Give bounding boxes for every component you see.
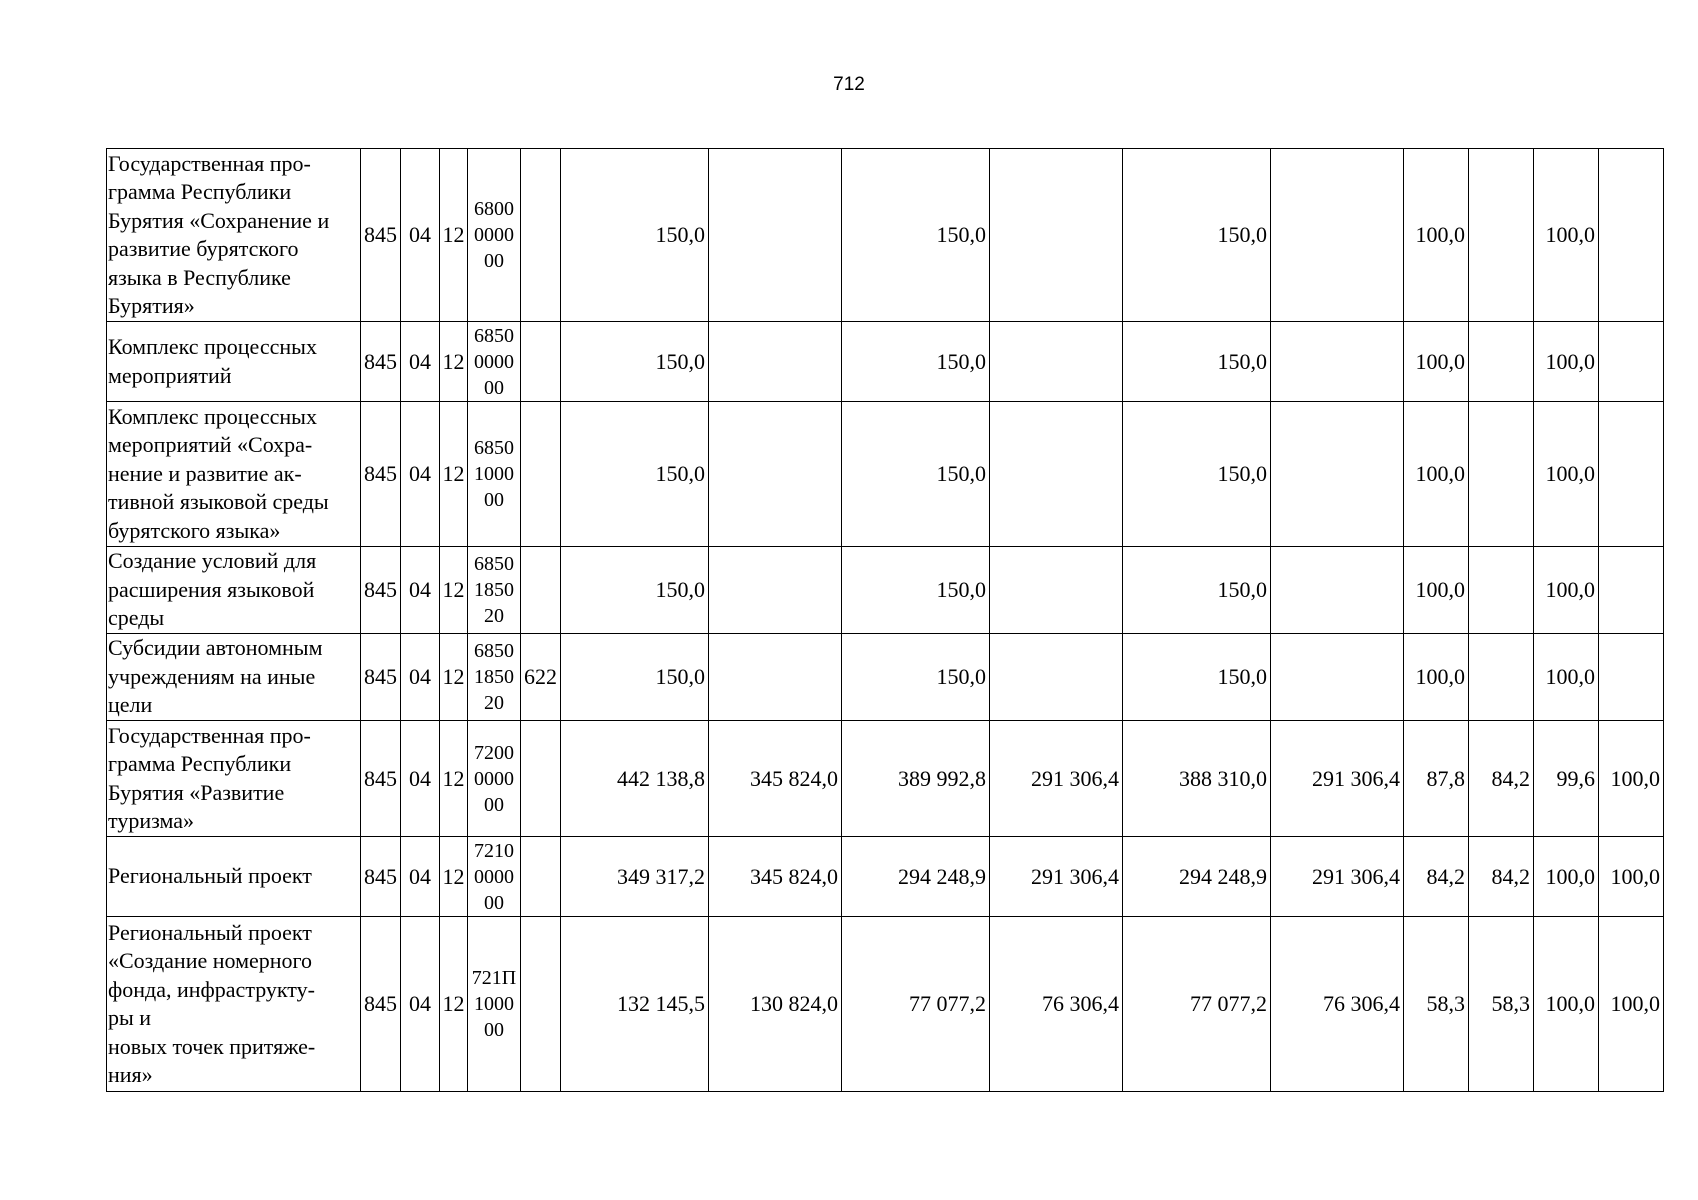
value-cell-5: 150,0 (1123, 634, 1271, 721)
expense-type-code-cell: 622 (521, 634, 561, 721)
expense-type-code-cell (521, 547, 561, 634)
gr-code-cell: 845 (361, 721, 401, 837)
percent-cell-4 (1599, 149, 1664, 322)
value-cell-2 (709, 402, 842, 547)
value-cell-1: 150,0 (561, 402, 709, 547)
table-row (107, 402, 1664, 547)
value-cell-5: 77 077,2 (1123, 917, 1271, 1092)
gr-code-cell: 845 (361, 149, 401, 322)
value-cell-3: 294 248,9 (842, 837, 990, 917)
percent-cell-2: 84,2 (1469, 721, 1534, 837)
percent-cell-3: 100,0 (1534, 634, 1599, 721)
row-name-cell: Региональный проект «Создание номерного фонда, инфраструкту- ры и новых точек притяже- ния» (107, 917, 361, 1092)
expense-type-code-cell (521, 721, 561, 837)
percent-cell-2 (1469, 634, 1534, 721)
value-cell-2 (709, 322, 842, 402)
gr-code-cell: 845 (361, 634, 401, 721)
value-cell-3: 389 992,8 (842, 721, 990, 837)
table-row (107, 547, 1664, 634)
percent-cell-4: 100,0 (1599, 917, 1664, 1092)
percent-cell-1: 87,8 (1404, 721, 1469, 837)
section-code-cell: 04 (401, 402, 440, 547)
value-cell-6 (1271, 402, 1404, 547)
target-article-code-cell: 6850 0000 00 (468, 322, 521, 402)
value-cell-2 (709, 149, 842, 322)
subsection-code-cell: 12 (440, 547, 468, 634)
table-row (107, 149, 1664, 322)
row-name-cell: Комплекс процессных мероприятий (107, 322, 361, 402)
value-cell-6 (1271, 634, 1404, 721)
percent-cell-3: 100,0 (1534, 547, 1599, 634)
section-code-cell: 04 (401, 547, 440, 634)
table-row (107, 837, 1664, 917)
value-cell-5: 388 310,0 (1123, 721, 1271, 837)
value-cell-1: 150,0 (561, 547, 709, 634)
subsection-code-cell: 12 (440, 917, 468, 1092)
percent-cell-4 (1599, 547, 1664, 634)
percent-cell-4: 100,0 (1599, 837, 1664, 917)
value-cell-1: 442 138,8 (561, 721, 709, 837)
row-name-cell: Государственная про- грамма Республики Бурятия «Сохранение и развитие бурятского языка в Республике Бурятия» (107, 149, 361, 322)
subsection-code-cell: 12 (440, 402, 468, 547)
value-cell-4 (990, 322, 1123, 402)
row-name-cell: Субсидии автономным учреждениям на иные цели (107, 634, 361, 721)
value-cell-1: 150,0 (561, 322, 709, 402)
gr-code-cell: 845 (361, 917, 401, 1092)
value-cell-6 (1271, 547, 1404, 634)
percent-cell-2 (1469, 149, 1534, 322)
table-row (107, 322, 1664, 402)
percent-cell-2: 58,3 (1469, 917, 1534, 1092)
value-cell-2 (709, 547, 842, 634)
table-body (107, 149, 1664, 1092)
value-cell-3: 150,0 (842, 634, 990, 721)
target-article-code-cell: 6800 0000 00 (468, 149, 521, 322)
value-cell-2 (709, 634, 842, 721)
value-cell-3: 150,0 (842, 547, 990, 634)
value-cell-5: 150,0 (1123, 402, 1271, 547)
percent-cell-3: 100,0 (1534, 149, 1599, 322)
target-article-code-cell: 6850 1850 20 (468, 547, 521, 634)
expense-type-code-cell (521, 322, 561, 402)
section-code-cell: 04 (401, 837, 440, 917)
target-article-code-cell: 6850 1000 00 (468, 402, 521, 547)
gr-code-cell: 845 (361, 547, 401, 634)
value-cell-6: 291 306,4 (1271, 837, 1404, 917)
table-row (107, 917, 1664, 1092)
value-cell-4 (990, 634, 1123, 721)
gr-code-cell: 845 (361, 837, 401, 917)
gr-code-cell: 845 (361, 402, 401, 547)
target-article-code-cell: 7200 0000 00 (468, 721, 521, 837)
percent-cell-3: 100,0 (1534, 837, 1599, 917)
value-cell-4: 291 306,4 (990, 837, 1123, 917)
percent-cell-2 (1469, 547, 1534, 634)
value-cell-1: 150,0 (561, 634, 709, 721)
row-name-cell: Региональный проект (107, 837, 361, 917)
budget-table (106, 148, 1664, 1092)
value-cell-1: 150,0 (561, 149, 709, 322)
percent-cell-2 (1469, 322, 1534, 402)
percent-cell-4 (1599, 402, 1664, 547)
section-code-cell: 04 (401, 322, 440, 402)
value-cell-3: 77 077,2 (842, 917, 990, 1092)
section-code-cell: 04 (401, 149, 440, 322)
table-row (107, 634, 1664, 721)
percent-cell-1: 100,0 (1404, 322, 1469, 402)
value-cell-5: 150,0 (1123, 547, 1271, 634)
percent-cell-2: 84,2 (1469, 837, 1534, 917)
gr-code-cell: 845 (361, 322, 401, 402)
expense-type-code-cell (521, 917, 561, 1092)
percent-cell-1: 100,0 (1404, 634, 1469, 721)
value-cell-5: 150,0 (1123, 149, 1271, 322)
percent-cell-4 (1599, 634, 1664, 721)
table-row (107, 721, 1664, 837)
target-article-code-cell: 7210 0000 00 (468, 837, 521, 917)
percent-cell-3: 100,0 (1534, 917, 1599, 1092)
section-code-cell: 04 (401, 634, 440, 721)
percent-cell-3: 100,0 (1534, 402, 1599, 547)
percent-cell-3: 99,6 (1534, 721, 1599, 837)
row-name-cell: Комплекс процессных мероприятий «Сохра- нение и развитие ак- тивной языковой среды бурятского языка» (107, 402, 361, 547)
section-code-cell: 04 (401, 721, 440, 837)
percent-cell-4 (1599, 322, 1664, 402)
percent-cell-4: 100,0 (1599, 721, 1664, 837)
subsection-code-cell: 12 (440, 322, 468, 402)
value-cell-4 (990, 149, 1123, 322)
value-cell-4: 76 306,4 (990, 917, 1123, 1092)
subsection-code-cell: 12 (440, 149, 468, 322)
value-cell-6 (1271, 322, 1404, 402)
value-cell-3: 150,0 (842, 402, 990, 547)
value-cell-5: 150,0 (1123, 322, 1271, 402)
percent-cell-1: 100,0 (1404, 149, 1469, 322)
value-cell-2: 345 824,0 (709, 721, 842, 837)
value-cell-6: 76 306,4 (1271, 917, 1404, 1092)
percent-cell-1: 100,0 (1404, 402, 1469, 547)
expense-type-code-cell (521, 149, 561, 322)
expense-type-code-cell (521, 402, 561, 547)
subsection-code-cell: 12 (440, 721, 468, 837)
percent-cell-1: 58,3 (1404, 917, 1469, 1092)
row-name-cell: Государственная про- грамма Республики Бурятия «Развитие туризма» (107, 721, 361, 837)
value-cell-6 (1271, 149, 1404, 322)
value-cell-2: 345 824,0 (709, 837, 842, 917)
value-cell-2: 130 824,0 (709, 917, 842, 1092)
page-number: 712 (833, 74, 865, 95)
value-cell-1: 132 145,5 (561, 917, 709, 1092)
percent-cell-3: 100,0 (1534, 322, 1599, 402)
subsection-code-cell: 12 (440, 837, 468, 917)
target-article-code-cell: 721П 1000 00 (468, 917, 521, 1092)
target-article-code-cell: 6850 1850 20 (468, 634, 521, 721)
percent-cell-1: 100,0 (1404, 547, 1469, 634)
value-cell-4: 291 306,4 (990, 721, 1123, 837)
percent-cell-2 (1469, 402, 1534, 547)
value-cell-6: 291 306,4 (1271, 721, 1404, 837)
section-code-cell: 04 (401, 917, 440, 1092)
value-cell-3: 150,0 (842, 149, 990, 322)
value-cell-1: 349 317,2 (561, 837, 709, 917)
expense-type-code-cell (521, 837, 561, 917)
value-cell-5: 294 248,9 (1123, 837, 1271, 917)
subsection-code-cell: 12 (440, 634, 468, 721)
row-name-cell: Создание условий для расширения языковой среды (107, 547, 361, 634)
value-cell-4 (990, 402, 1123, 547)
percent-cell-1: 84,2 (1404, 837, 1469, 917)
value-cell-4 (990, 547, 1123, 634)
value-cell-3: 150,0 (842, 322, 990, 402)
